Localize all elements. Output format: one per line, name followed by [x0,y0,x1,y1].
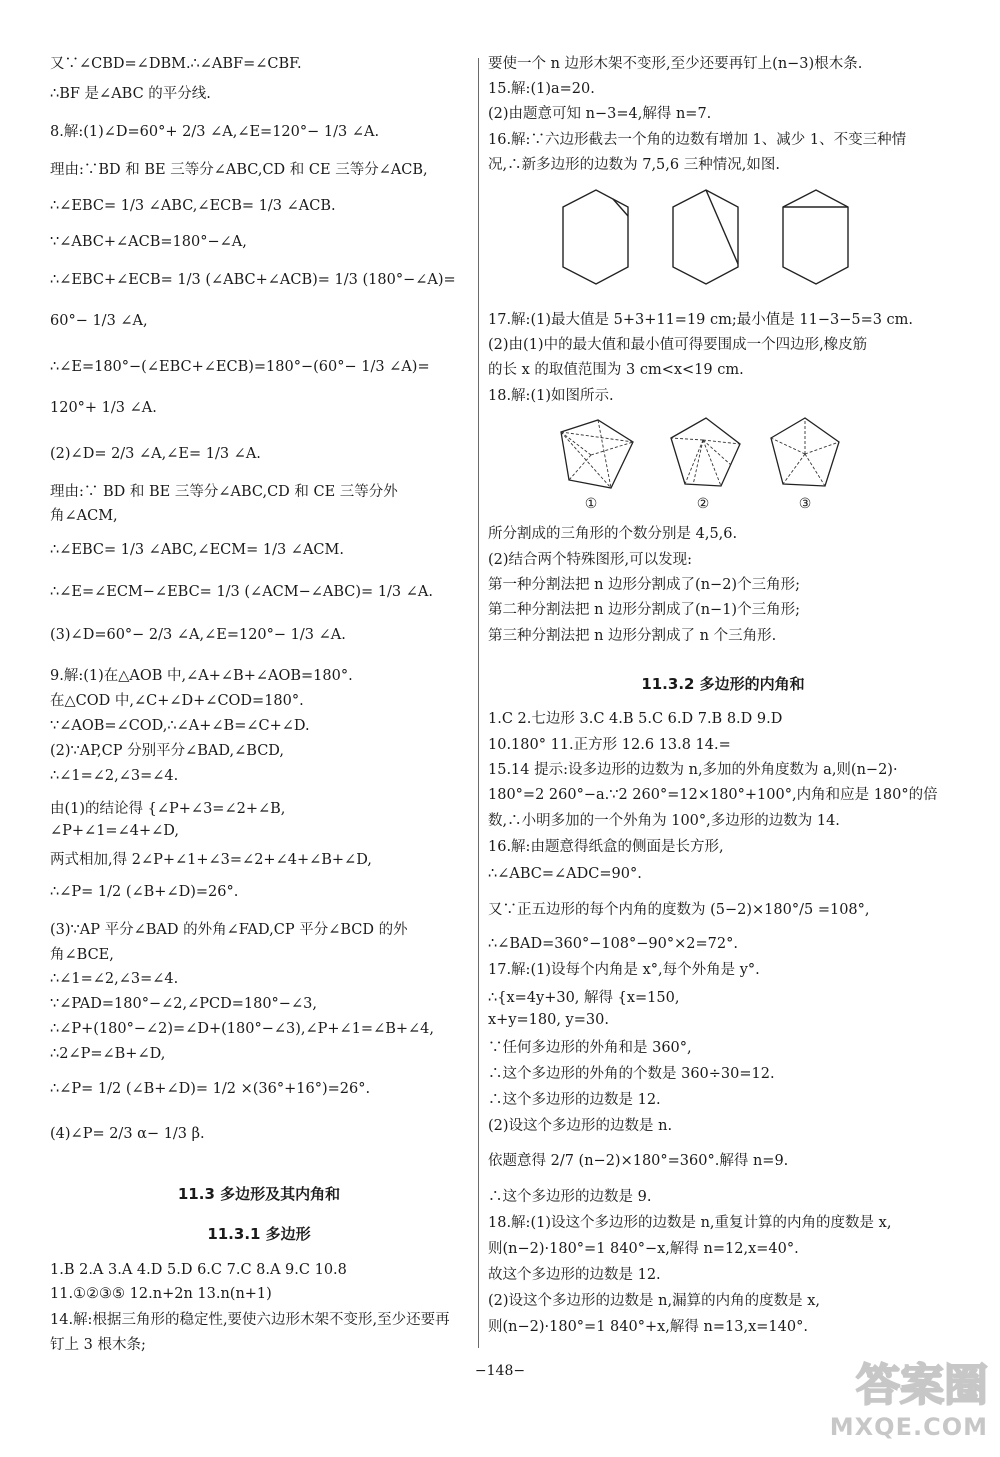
section-heading: 11.3.1 多边形 [207,1225,311,1243]
text-line: ∴2∠P=∠B+∠D, [50,1046,166,1062]
watermark-logo [778,1349,988,1449]
hexagon-cut-figure [548,182,858,302]
pentagon-shape [561,420,633,488]
text-line: 60°− 1/3 ∠A, [50,313,148,329]
text-line: ∵∠AOB=∠COD,∴∠A+∠B=∠C+∠D. [50,718,310,734]
figure-label: ① [584,496,598,512]
text-line: 的长 x 的取值范围为 3 cm<x<19 cm. [488,362,744,378]
text-line: (2)设这个多边形的边数是 n. [488,1118,673,1134]
text-line: 钉上 3 根木条; [50,1337,146,1353]
text-line: ∵∠ABC+∠ACB=180°−∠A, [50,234,247,250]
text-line: 120°+ 1/3 ∠A. [50,400,157,416]
text-line: 要使一个 n 边形木架不变形,至少还要再钉上(n−3)根木条. [488,56,863,72]
text-line: (3)∵AP 平分∠BAD 的外角∠FAD,CP 平分∠BCD 的外 [50,922,408,938]
text-line: 180°=2 260°−a.∵2 260°=12×180°+100°,内角和应是 180°的倍 [488,787,938,803]
text-line: ∴∠1=∠2,∠3=∠4. [50,971,179,987]
text-line: ∴{x=4y+30, 解得 {x=150, [488,990,680,1006]
text-line: 又∵∠CBD=∠DBM.∴∠ABF=∠CBF. [50,56,302,72]
text-line: (2)∵AP,CP 分别平分∠BAD,∠BCD, [50,743,285,759]
text-line: ∴∠EBC= 1/3 ∠ABC,∠ECM= 1/3 ∠ACM. [50,542,344,558]
text-line: 1.C 2.七边形 3.C 4.B 5.C 6.D 7.B 8.D 9.D [488,711,783,727]
text-line: ∴∠ABC=∠ADC=90°. [488,866,642,882]
text-line: ∴这个多边形的边数是 12. [488,1092,661,1108]
text-line: 9.解:(1)在△AOB 中,∠A+∠B+∠AOB=180°. [50,668,353,684]
text-line: 角∠ACM, [50,508,118,524]
text-line: ∴∠P= 1/2 (∠B+∠D)=26°. [50,884,239,900]
text-line: (2)由(1)中的最大值和最小值可得要围成一个四边形,橡皮筋 [488,337,868,353]
text-line: 15.解:(1)a=20. [488,81,595,97]
text-line: 理由:∵ BD 和 BE 三等分∠ABC,CD 和 CE 三等分外 [50,484,398,500]
text-line: 1.B 2.A 3.A 4.D 5.D 6.C 7.C 8.A 9.C 10.8 [50,1262,347,1278]
text-line: 16.解:∵六边形截去一个角的边数有增加 1、减少 1、不变三种情 [488,132,907,148]
hexagon-shape [673,190,738,284]
text-line: (2)∠D= 2/3 ∠A,∠E= 1/3 ∠A. [50,446,261,462]
text-line: 理由:∵BD 和 BE 三等分∠ABC,CD 和 CE 三等分∠ACB, [50,162,428,178]
figure-label: ③ [798,496,812,512]
column-divider [478,58,479,1348]
text-line: 18.解:(1)设这个多边形的边数是 n,重复计算的内角的度数是 x, [488,1215,892,1231]
text-line: ∵∠PAD=180°−∠2,∠PCD=180°−∠3, [50,996,317,1012]
text-line: 况,∴新多边形的边数为 7,5,6 三种情况,如图. [488,157,780,173]
text-line: ∴∠P= 1/2 (∠B+∠D)= 1/2 ×(36°+16°)=26°. [50,1081,371,1097]
text-line: 又∵正五边形的每个内角的度数为 (5−2)×180°/5 =108°, [488,902,870,918]
text-line: 16.解:由题意得纸盒的侧面是长方形, [488,839,724,855]
figure-label: ② [696,496,710,512]
text-line: 由(1)的结论得 {∠P+∠3=∠2+∠B, [50,801,286,817]
text-line: 14.解:根据三角形的稳定性,要使六边形木架不变形,至少还要再 [50,1312,450,1328]
text-line: 则(n−2)·180°=1 840°+x,解得 n=13,x=140°. [488,1319,808,1335]
text-line: (2)由题意可知 n−3=4,解得 n=7. [488,106,712,122]
watermark-url: MXQE.COM [829,1413,988,1441]
text-line: 17.解:(1)设每个内角是 x°,每个外角是 y°. [488,962,760,978]
text-line: 角∠BCE, [50,947,114,963]
text-line: ∴∠P+(180°−∠2)=∠D+(180°−∠3),∠P+∠1=∠B+∠4, [50,1021,435,1037]
text-line: ∴BF 是∠ABC 的平分线. [50,86,211,102]
text-line: x+y=180, y=30. [488,1012,609,1028]
text-line: 10.180° 11.正方形 12.6 13.8 14.= [488,737,731,753]
pentagon-division-figure [543,410,873,515]
text-line: 两式相加,得 2∠P+∠1+∠3=∠2+∠4+∠B+∠D, [50,852,372,868]
text-line: 8.解:(1)∠D=60°+ 2/3 ∠A,∠E=120°− 1/3 ∠A. [50,124,380,140]
text-line: ∠P+∠1=∠4+∠D, [50,823,179,839]
text-line: ∴∠1=∠2,∠3=∠4. [50,768,179,784]
text-line: 15.14 提示:设多边形的边数为 n,多加的外角度数为 a,则(n−2)· [488,762,898,778]
text-line: ∴这个多边形的边数是 9. [488,1189,652,1205]
watermark-text: 答案圈 [856,1360,988,1411]
text-line: 11.①②③⑤ 12.n+2n 13.n(n+1) [50,1286,272,1302]
text-line: 数,∴小明多加的一个外角为 100°,多边形的边数为 14. [488,813,840,829]
text-line: 故这个多边形的边数是 12. [488,1267,661,1283]
page-number: −148− [474,1363,526,1379]
section-heading: 11.3.2 多边形的内角和 [641,675,805,693]
text-line: 第二种分割法把 n 边形分割成了(n−1)个三角形; [488,602,800,618]
section-heading: 11.3 多边形及其内角和 [177,1185,341,1203]
text-line: 依题意得 2/7 (n−2)×180°=360°.解得 n=9. [488,1153,789,1169]
cut-line [706,190,738,264]
text-line: ∴∠BAD=360°−108°−90°×2=72°. [488,936,738,952]
text-line: (2)结合两个特殊图形,可以发现: [488,552,693,568]
text-line: (4)∠P= 2/3 α− 1/3 β. [50,1126,205,1142]
text-line: 18.解:(1)如图所示. [488,388,614,404]
text-line: ∴∠E=180°−(∠EBC+∠ECB)=180°−(60°− 1/3 ∠A)= [50,359,430,375]
text-line: (2)设这个多边形的边数是 n,漏算的内角的度数是 x, [488,1293,820,1309]
text-line: ∴∠E=∠ECM−∠EBC= 1/3 (∠ACM−∠ABC)= 1/3 ∠A. [50,584,433,600]
text-line: ∵任何多边形的外角和是 360°, [488,1040,692,1056]
text-line: ∴∠EBC+∠ECB= 1/3 (∠ABC+∠ACB)= 1/3 (180°−∠A)= [50,272,456,288]
pentagon-shape [671,418,740,486]
text-line: ∴这个多边形的外角的个数是 360÷30=12. [488,1066,775,1082]
text-line: 第三种分割法把 n 边形分割成了 n 个三角形. [488,628,777,644]
hexagon-shape [783,190,848,284]
text-line: 则(n−2)·180°=1 840°−x,解得 n=12,x=40°. [488,1241,799,1257]
text-line: 第一种分割法把 n 边形分割成了(n−2)个三角形; [488,577,800,593]
text-line: 17.解:(1)最大值是 5+3+11=19 cm;最小值是 11−3−5=3 cm. [488,312,914,328]
cut-line [613,199,628,216]
text-line: ∴∠EBC= 1/3 ∠ABC,∠ECB= 1/3 ∠ACB. [50,198,336,214]
text-line: 所分割成的三角形的个数分别是 4,5,6. [488,526,738,542]
text-line: 在△COD 中,∠C+∠D+∠COD=180°. [50,693,304,709]
text-line: (3)∠D=60°− 2/3 ∠A,∠E=120°− 1/3 ∠A. [50,627,346,643]
